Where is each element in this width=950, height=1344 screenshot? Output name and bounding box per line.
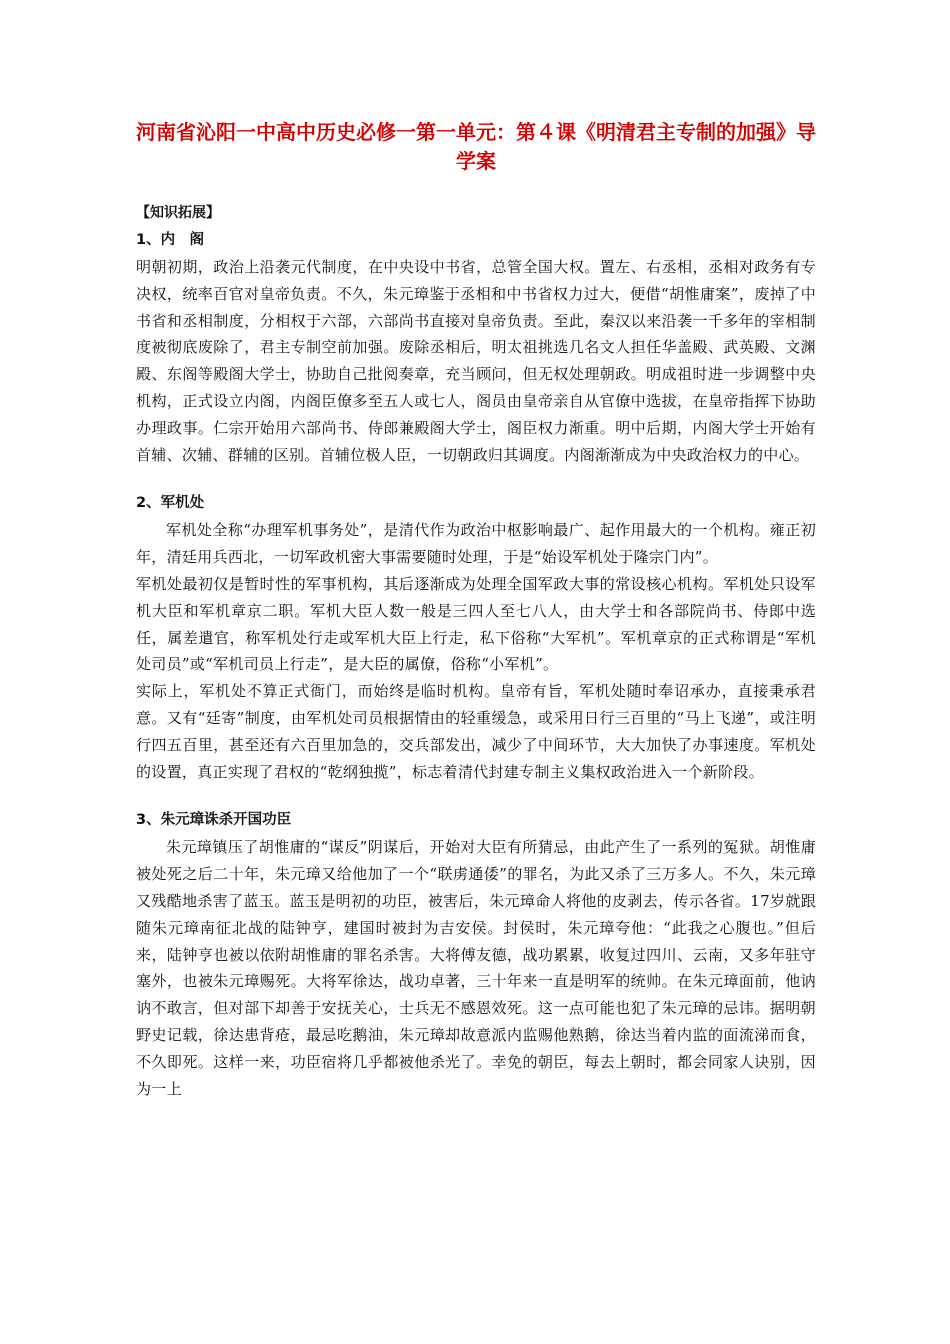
paragraph: 明朝初期，政治上沿袭元代制度，在中央设中书省，总管全国大权。置左、右丞相，丞相对政务有专决权，统率百官对皇帝负责。不久，朱元璋鉴于丞相和中书省权力过大，便借“胡惟庸案”，废掉了中书省和丞相制度，分相权于六部，六部尚书直接对皇帝负责。至此，秦汉以来沿袭一千多年的宰相制度被彻底废除了，君主专制空前加强。废除丞相后，明太祖挑选几名文人担任华盖殿、武英殿、文渊殿、东阁等殿阁大学士，协助自己批阅奏章，充当顾问，但无权处理朝政。明成祖时进一步调整中央机构，正式设立内阁，内阁臣僚多至五人或七人，阁员由皇帝亲自从官僚中选拔，在皇帝指挥下协助办理政事。仁宗开始用六部尚书、侍郎兼殿阁大学士，阁臣权力渐重。明中后期，内阁大学士开始有首辅、次辅、群辅的区别。首辅位极人臣，一切朝政归其调度。内阁渐渐成为中央政治权力的中心。 (136, 258, 816, 464)
section-heading: 1、内 阁 (136, 232, 205, 248)
section-heading: 2、军机处 (136, 495, 205, 512)
paragraph: 军机处最初仅是暂时性的军事机构，其后逐渐成为处理全国军政大事的常设核心机构。军机处只设军机大臣和军机章京二职。军机大臣人数一般是三四人至七八人，由大学士和各部院尚书、侍郎中选任，属差遣官，称军机处行走或军机大臣上行走，私下俗称“大军机”。军机章京的正式称谓是“军机处司员”或“军机司员上行走”，是大臣的属僚，俗称“小军机”。 (136, 574, 816, 674)
section-label: 【知识拓展】 (136, 205, 220, 221)
section-junjichu (136, 490, 816, 785)
section-heading: 3、朱元璋诛杀开国功臣 (136, 812, 292, 829)
document-title: 河南省沁阳一中高中历史必修一第一单元：第４课《明清君主专制的加强》导学案 (136, 120, 816, 173)
paragraph: 朱元璋镇压了胡惟庸的“谋反”阴谋后，开始对大臣有所猜忌，由此产生了一系列的冤狱。胡惟庸被处死之后二十年，朱元璋又给他加了一个“联虏通倭”的罪名，为此又杀了三万多人。不久，朱元璋又残酷地杀害了蓝玉。蓝玉是明初的功臣，被害后，朱元璋命人将他的皮剥去，传示各省。17岁就跟随朱元璋南征北战的陆钟亨，建国时被封为吉安侯。封侯时，朱元璋夸他：“此我之心腹也。”但后来，陆钟亨也被以依附胡惟庸的罪名杀害。大将傅友德，战功累累，收复过四川、云南，又多年驻守塞外，也被朱元璋赐死。大将军徐达，战功卓著，三十年来一直是明军的统帅。在朱元璋面前，他讷讷不敢言，但对部下却善于安抚关心，士兵无不感恩效死。这一点可能也犯了朱元璋的忌讳。据明朝野史记载，徐达患背疮，最忌吃鹅油，朱元璋却故意派内监赐他熟鹅，徐达当着内监的面流涕而食，不久即死。这样一来，功臣宿将几乎都被他杀光了。幸免的朝臣，每去上朝时，都会同家人诀别，因为一上 (136, 838, 816, 1098)
paragraph: 实际上，军机处不算正式衙门，而始终是临时机构。皇帝有旨，军机处随时奉诏承办，直接秉承君意。又有“廷寄”制度，由军机处司员根据情由的轻重缓急，或采用日行三百里的“马上飞递”，或注明行四五百里，甚至还有六百里加急的，交兵部发出，减少了中间环节，大大加快了办事速度。军机处的设置，真正实现了君权的“乾纲独揽”，标志着清代封建专制主义集权政治进入一个新阶段。 (136, 682, 816, 781)
section-zhuyuanzhang (136, 807, 816, 1102)
paragraph: 军机处全称“办理军机事务处”，是清代作为政治中枢影响最广、起作用最大的一个机构。雍正初年，清廷用兵西北，一切军政机密大事需要随时处理，于是“始设军机处于隆宗门内”。 (136, 521, 816, 567)
document-page (136, 118, 816, 1102)
section-neige (136, 227, 816, 468)
